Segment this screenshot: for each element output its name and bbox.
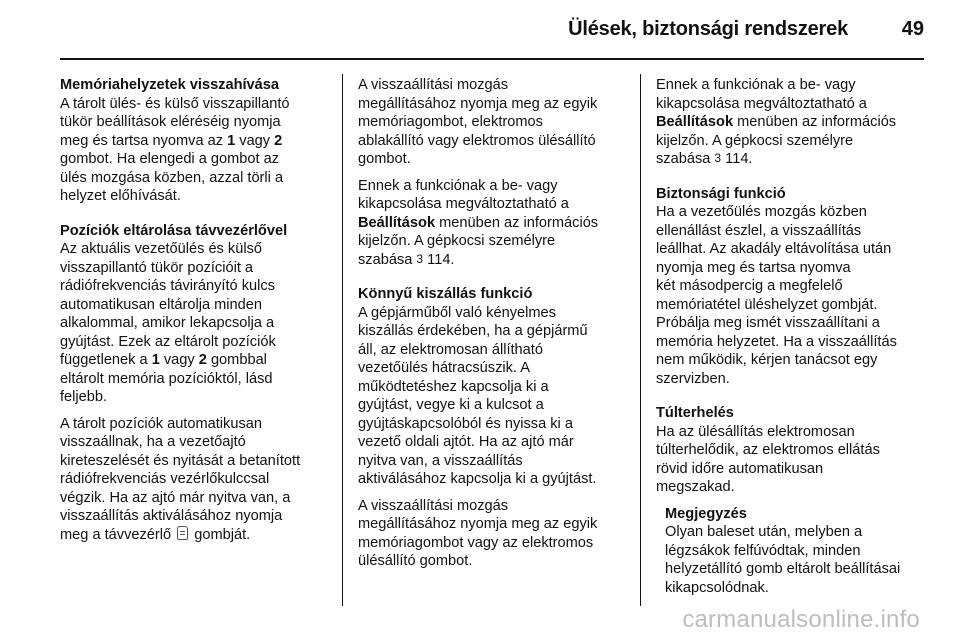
section-heading: Túlterhelés xyxy=(656,405,734,421)
paragraph: A gépjárműből való kényelmes kiszállás érdekében, ha a gépjármű áll, az elektromosan állítható vezetőülés hátracsúszik. A működtetéshez kapcsolja ki a gyújtást, vegye ki a kulcsot a gyújtáskapcsolóból és nyissa ki a vezető oldali ajtót. Ha az ajtó már nyitva van, a visszaállítás aktiválásához kapcsolja ki a gyújtást. xyxy=(358,304,597,487)
section-heading: Biztonsági funkció xyxy=(656,185,786,202)
page-title: Ülések, biztonsági rendszerek xyxy=(568,18,848,40)
paragraph: Ennek a funkciónak a be- vagy kikapcsolása megváltoztatható a Beállítások menüben az információs kijelzőn. A gépkocsi személyre szabása 3 114. xyxy=(358,177,599,268)
paragraph: Ennek a funkciónak a be- vagy kikapcsolása megváltoztatható a Beállítások menüben az információs kijelzőn. A gépkocsi személyre szabása 3 114. xyxy=(656,77,897,167)
remote-key-unlock-icon xyxy=(177,526,188,540)
section-remote-storage xyxy=(60,222,328,545)
text-line: meg és tartsa nyomva az 1 vagy 2 xyxy=(60,132,283,149)
page-reference-icon[interactable]: 3 xyxy=(714,151,722,165)
section-memory-recall xyxy=(60,76,328,206)
paragraph: A visszaállítási mozgás megállításához nyomja meg az egyik memóriagombot, elektromos ablakállító vagy elektromos ülésállító gombot. xyxy=(358,77,598,167)
column-2 xyxy=(358,76,626,579)
column-1 xyxy=(60,76,328,552)
column-3 xyxy=(656,76,926,597)
paragraph: Ha az ülésállítás elektromosan túlterhelődik, az elektromos ellátás rövid időre automatikusan megszakad. xyxy=(656,423,880,495)
watermark: carmanualsonline.info xyxy=(682,606,920,633)
header-rule xyxy=(60,58,924,60)
paragraph: A visszaállítási mozgás megállításához nyomja meg az egyik memóriagombot vagy az elektromos ülésállító gombot. xyxy=(358,497,598,569)
text-line: gombot. Ha elengedi a gombot az xyxy=(60,151,280,167)
paragraph: Az aktuális vezetőülés és külső visszapillantó tükör pozícióit a rádiófrekvenciás távirányító kulcs automatikusan eltárolja minden alkalommal, amikor lekapcsolja a gyújtást. Ezek az eltárolt pozíciók függetlenek a 1 vagy 2 gombbal eltárolt memória pozícióktól, lásd feljebb. xyxy=(60,241,276,405)
column-divider-1 xyxy=(342,74,343,606)
text-line: A tárolt ülés- és külső visszapillantó xyxy=(60,95,290,112)
note-box: Megjegyzés Olyan baleset után, melyben a légzsákok felfúvódtak, minden helyzetállító gomb eltárolt beállításai kikapcsolódnak. xyxy=(656,505,926,598)
section-overload xyxy=(656,404,926,597)
page-reference-icon[interactable]: 3 xyxy=(416,251,424,266)
text-line: tükör beállítások eléréséig nyomja xyxy=(60,114,281,130)
section-heading: Memóriahelyzetek visszahívása xyxy=(60,77,280,93)
section-easy-exit xyxy=(358,285,626,571)
note-heading: Megjegyzés xyxy=(665,505,747,522)
page-number: 49 xyxy=(901,18,924,40)
section-safety-function: Biztonsági funkció Ha a vezetőülés mozgás közben ellenállást észlel, a visszaállítás leállhat. Az akadály eltávolítása után nyomja meg és tartsa nyomva két másodpercig a megfelelő memóriatétel üléshelyzet gombját. Próbálja meg ismét visszaállítani a memória helyzetet. Ha a visszaállítás nem működik, kérjen tanácsot egy szervizben. xyxy=(656,185,926,389)
section-heading: Pozíciók eltárolása távvezérlővel xyxy=(60,222,288,239)
section-heading: Könnyű kiszállás funkció xyxy=(358,286,533,302)
column-divider-2 xyxy=(640,74,641,606)
text-line: ülés mozgása közben, azzal törli a xyxy=(60,169,284,186)
text-line: helyzet előhívását. xyxy=(60,188,181,204)
paragraph: A tárolt pozíciók automatikusan visszaállnak, ha a vezetőajtó kireteszelését és nyitását a betanított rádiófrekvenciás vezérlőkulccsal végzik. Ha az ajtó már nyitva van, a visszaállítás aktiválásához nyomja meg a távvezérlő gombját. xyxy=(60,415,301,543)
page-header xyxy=(0,0,960,60)
